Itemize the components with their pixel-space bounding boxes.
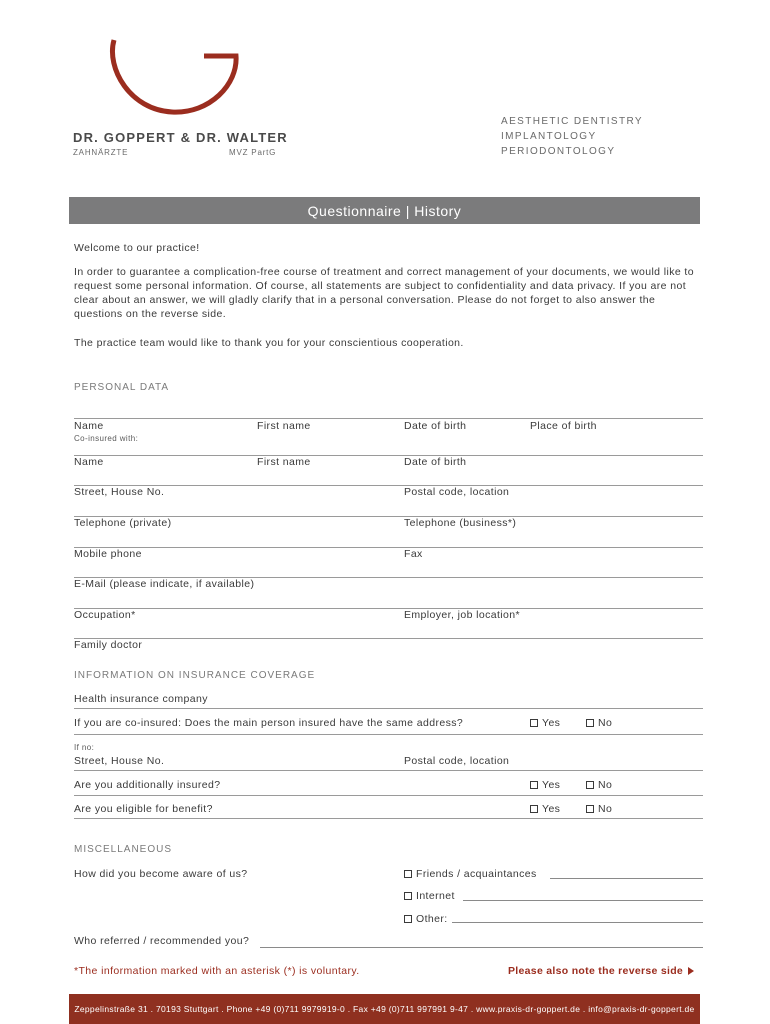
co-name-field-label[interactable]: Name <box>74 456 104 468</box>
referred-field-label[interactable]: Who referred / recommended you? <box>74 935 250 947</box>
checkbox-icon <box>404 870 412 878</box>
specialty-1: AESTHETIC DENTISTRY <box>501 116 643 127</box>
benefit-no-checkbox[interactable]: No <box>586 803 612 815</box>
tel-business-field-label[interactable]: Telephone (business*) <box>404 517 517 529</box>
checkbox-icon <box>586 805 594 813</box>
same-address-question: If you are co-insured: Does the main person insured have the same address? <box>74 717 464 729</box>
brand-sub-left: ZAHNÄRZTE <box>73 148 129 157</box>
voluntary-footnote: *The information marked with an asterisk (*) is voluntary. <box>74 965 360 977</box>
same-address-yes-checkbox[interactable]: Yes <box>530 717 560 729</box>
ins-postal-field-label[interactable]: Postal code, location <box>404 755 510 767</box>
internet-checkbox[interactable]: Internet <box>404 890 455 902</box>
other-line[interactable] <box>452 922 703 923</box>
checkbox-icon <box>586 781 594 789</box>
internet-line[interactable] <box>463 900 703 901</box>
ins-street-field-label[interactable]: Street, House No. <box>74 755 165 767</box>
divider <box>74 418 703 419</box>
checkbox-icon <box>404 892 412 900</box>
postal-field-label[interactable]: Postal code, location <box>404 486 510 498</box>
street-field-label[interactable]: Street, House No. <box>74 486 165 498</box>
employer-field-label[interactable]: Employer, job location* <box>404 609 521 621</box>
divider <box>74 638 703 639</box>
same-address-no-checkbox[interactable]: No <box>586 717 612 729</box>
other-checkbox[interactable]: Other: <box>404 913 448 925</box>
divider <box>74 818 703 819</box>
benefit-yes-checkbox[interactable]: Yes <box>530 803 560 815</box>
co-dob-field-label[interactable]: Date of birth <box>404 456 467 468</box>
name-field-label[interactable]: Name <box>74 420 104 432</box>
divider <box>74 795 703 796</box>
divider <box>74 547 703 548</box>
referred-line[interactable] <box>260 947 703 948</box>
tel-private-field-label[interactable]: Telephone (private) <box>74 517 172 529</box>
checkbox-icon <box>530 805 538 813</box>
divider <box>74 770 703 771</box>
mobile-field-label[interactable]: Mobile phone <box>74 548 142 560</box>
health-insurance-field-label[interactable]: Health insurance company <box>74 693 208 705</box>
arrow-right-icon <box>688 967 694 975</box>
misc-heading: MISCELLANEOUS <box>74 844 173 855</box>
brand-sub-right: MVZ PartG <box>229 148 277 157</box>
insurance-heading: INFORMATION ON INSURANCE COVERAGE <box>74 670 316 681</box>
friends-checkbox[interactable]: Friends / acquaintances <box>404 868 537 880</box>
benefit-question: Are you eligible for benefit? <box>74 803 213 815</box>
friends-line[interactable] <box>550 878 703 879</box>
co-insured-label: Co-insured with: <box>74 434 139 443</box>
brand-name: DR. GOPPERT & DR. WALTER <box>73 130 288 145</box>
checkbox-icon <box>530 781 538 789</box>
divider <box>74 455 703 456</box>
fax-field-label[interactable]: Fax <box>404 548 423 560</box>
specialty-2: IMPLANTOLOGY <box>501 131 597 142</box>
checkbox-icon <box>586 719 594 727</box>
logo-arc-icon <box>100 38 240 118</box>
email-field-label[interactable]: E-Mail (please indicate, if available) <box>74 578 255 590</box>
aware-question: How did you become aware of us? <box>74 868 248 880</box>
reverse-side-note: Please also note the reverse side <box>508 965 694 977</box>
if-no-label: If no: <box>74 743 95 752</box>
divider <box>74 485 703 486</box>
first-name-field-label[interactable]: First name <box>257 420 311 432</box>
specialty-3: PERIODONTOLOGY <box>501 146 616 157</box>
family-doctor-field-label[interactable]: Family doctor <box>74 639 143 651</box>
additional-insured-question: Are you additionally insured? <box>74 779 221 791</box>
divider <box>74 608 703 609</box>
personal-data-heading: PERSONAL DATA <box>74 382 170 393</box>
footer-contact: Zeppelinstraße 31 . 70193 Stuttgart . Phone +49 (0)711 9979919-0 . Fax +49 (0)711 997991 9-47 . www.praxis-dr-goppert.de . info@praxis-dr-goppert.de <box>69 994 700 1024</box>
co-first-name-field-label[interactable]: First name <box>257 456 311 468</box>
checkbox-icon <box>530 719 538 727</box>
divider <box>74 708 703 709</box>
divider <box>74 734 703 735</box>
additional-yes-checkbox[interactable]: Yes <box>530 779 560 791</box>
welcome-text: Welcome to our practice! <box>74 242 200 254</box>
thanks-text: The practice team would like to thank you for your conscientious cooperation. <box>74 337 464 349</box>
intro-paragraph: In order to guarantee a complication-free course of treatment and correct management of your documents, we would like to request some personal information. Of course, all statements are subject to confidentiality and data privacy. If you are not clear about an answer, we will gladly clarify that in a personal conversation. Please do not forget to also answer the questions on the reverse side. <box>74 266 694 320</box>
checkbox-icon <box>404 915 412 923</box>
additional-no-checkbox[interactable]: No <box>586 779 612 791</box>
page-title: Questionnaire | History <box>69 197 700 224</box>
occupation-field-label[interactable]: Occupation* <box>74 609 136 621</box>
dob-field-label[interactable]: Date of birth <box>404 420 467 432</box>
pob-field-label[interactable]: Place of birth <box>530 420 597 432</box>
